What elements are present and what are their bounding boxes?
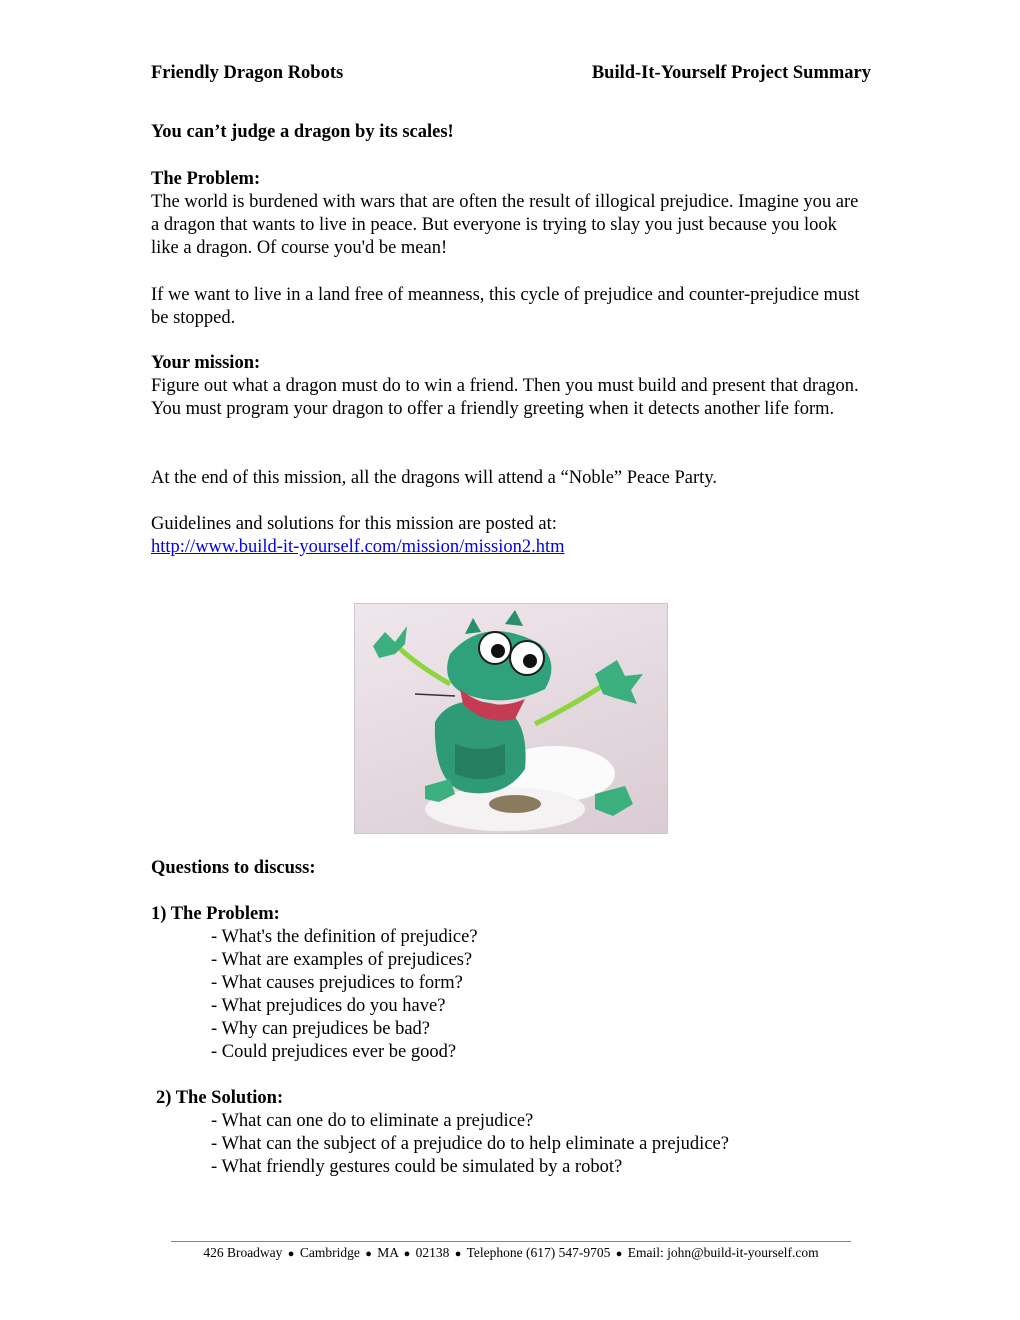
list-item: - What are examples of prejudices? — [211, 950, 473, 970]
mission-link-line — [151, 536, 863, 559]
footer-email: Email: john@build-it-yourself.com — [627, 1245, 819, 1260]
list-item: - What's the definition of prejudice? — [211, 927, 478, 947]
list-item: - What friendly gestures could be simulated by a robot? — [211, 1157, 623, 1177]
mission-guidelines: Guidelines and solutions for this mission are posted at: — [151, 514, 557, 534]
footer-phone: Telephone (617) 547-9705 — [466, 1245, 611, 1260]
list-item: - What can one do to eliminate a prejudice? — [211, 1111, 534, 1131]
footer-zip: 02138 — [415, 1245, 450, 1260]
dragon-robot-photo — [354, 603, 668, 834]
list-item: - What can the subject of a prejudice do to help eliminate a prejudice? — [211, 1134, 729, 1154]
list-item: - What causes prejudices to form? — [211, 973, 463, 993]
section2-question-list — [151, 1110, 923, 1179]
section2-title: 2) The Solution: — [156, 1088, 284, 1108]
header-title-left: Friendly Dragon Robots — [151, 63, 344, 83]
problem-paragraph-1: The world is burdened with wars that are often the result of illogical prejudice. Imagine you are a dragon that wants to live in peace. But everyone is trying to slay you just because you look like a dragon. Of course you'd be mean! — [151, 192, 859, 258]
mission-paragraph-2: At the end of this mission, all the dragons will attend a “Noble” Peace Party. — [151, 468, 717, 488]
mission-heading: Your mission: — [151, 353, 261, 373]
bullet-icon: ● — [403, 1248, 411, 1260]
questions-heading: Questions to discuss: — [151, 858, 316, 878]
mission-link[interactable]: http://www.build-it-yourself.com/mission/mission2.htm — [151, 537, 565, 557]
page-footer — [171, 1244, 851, 1263]
list-item: - What prejudices do you have? — [211, 996, 446, 1016]
section1-question-list — [151, 926, 923, 1064]
list-item: - Could prejudices ever be good? — [211, 1042, 457, 1062]
problem-paragraph-2: If we want to live in a land free of meanness, this cycle of prejudice and counter-prejudice must be stopped. — [151, 285, 860, 328]
footer-address: 426 Broadway — [203, 1245, 283, 1260]
section1-title: 1) The Problem: — [151, 904, 280, 924]
mission-paragraph-1: Figure out what a dragon must do to win a friend. Then you must build and present that dragon. You must program your dragon to offer a friendly greeting when it detects another life form. — [151, 376, 859, 419]
problem-heading: The Problem: — [151, 169, 261, 189]
bullet-icon: ● — [454, 1248, 462, 1260]
bullet-icon: ● — [615, 1248, 623, 1260]
list-item: - Why can prejudices be bad? — [211, 1019, 430, 1039]
footer-city: Cambridge — [299, 1245, 360, 1260]
bullet-icon: ● — [365, 1248, 372, 1260]
footer-state: MA — [377, 1245, 399, 1260]
bullet-icon: ● — [287, 1248, 295, 1260]
tagline: You can’t judge a dragon by its scales! — [151, 122, 454, 142]
dragon-robot-illustration — [355, 604, 667, 833]
header-title-right: Build-It-Yourself Project Summary — [591, 63, 871, 83]
footer-divider — [171, 1241, 851, 1242]
